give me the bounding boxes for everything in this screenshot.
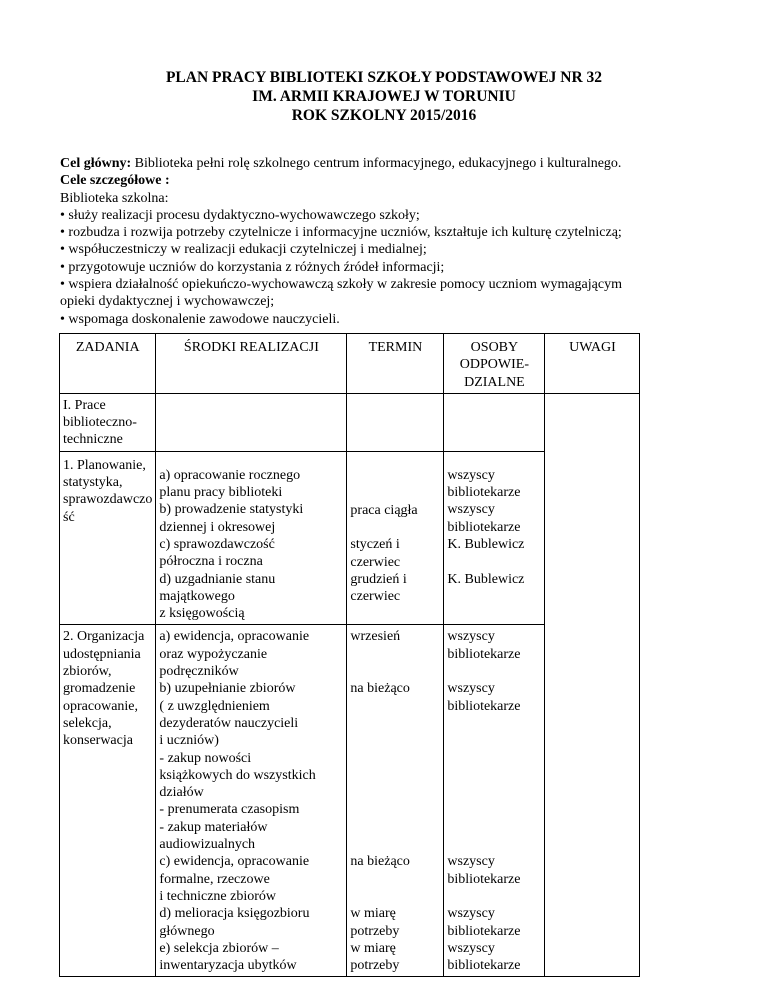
section-title: I. Prace biblioteczno- techniczne xyxy=(60,393,156,451)
main-goal-text: Biblioteka pełni rolę szkolnego centrum informacyjnego, edukacyjnego i kulturalnego. xyxy=(131,156,622,171)
means-cell: a) opracowanie rocznego planu pracy biblioteki b) prowadzenie statystyki dziennej i okresowej c) sprawozdawczość półroczna i roczna d) uzgadnianie stanu majątkowego z księgowością xyxy=(156,451,347,625)
work-plan-table xyxy=(59,333,640,977)
goal-bullet: • współuczestniczy w realizacji edukacji czytelniczej i medialnej; xyxy=(60,242,427,258)
goal-bullet: • wspomaga doskonalenie zawodowe nauczycieli. xyxy=(60,311,340,327)
term-cell: wrzesień na bieżąco na bieżąco w miarę potrzeby w miarę potrzeby xyxy=(347,625,444,977)
header-tasks: ZADANIA xyxy=(60,334,156,394)
specific-goals-label: Cele szczegółowe : xyxy=(60,173,170,189)
goal-bullet: • służy realizacji procesu dydaktyczno-wychowawczego szkoły; xyxy=(60,207,420,223)
main-goal xyxy=(60,155,700,172)
responsible-cell: wszyscy bibliotekarze wszyscy bibliotekarze K. Bublewicz K. Bublewicz xyxy=(444,451,545,625)
title-line: PLAN PRACY BIBLIOTEKI SZKOŁY PODSTAWOWEJ NR 32 xyxy=(165,69,603,86)
section-row xyxy=(60,393,640,451)
means-cell: a) ewidencja, opracowanie oraz wypożyczanie podręczników b) uzupełnianie zbiorów ( z uwzględnieniem dezyderatów nauczycieli i uczniów) - zakup nowości książkowych do wszystkich działów - prenumerata czasopism - zakup materiałów audiowizualnych c) ewidencja, opracowanie formalne, rzeczowe i techniczne zbiorów d) melioracja księgozbioru głównego e) selekcja zbiorów – inwentaryzacja ubytków xyxy=(156,625,347,977)
title-line: IM. ARMII KRAJOWEJ W TORUNIU xyxy=(252,88,516,105)
header-term: TERMIN xyxy=(347,334,444,394)
goal-bullet: • wspiera działalność opiekuńczo-wychowawczą szkoły w zakresie pomocy uczniom wymagającym xyxy=(60,277,622,293)
library-label: Biblioteka szkolna: xyxy=(60,190,169,206)
header-means: ŚRODKI REALIZACJI xyxy=(156,334,347,394)
notes-cell xyxy=(545,393,640,977)
header-responsible: OSOBY ODPOWIE- DZIALNE xyxy=(444,334,545,394)
goal-bullet: opieki dydaktycznej i wychowawczej; xyxy=(60,294,275,310)
document-title xyxy=(0,68,768,125)
goal-bullet: • rozbudza i rozwija potrzeby czytelnicze i informacyjne uczniów, kształtuje ich kulturę czytelniczą; xyxy=(60,225,622,241)
header-notes: UWAGI xyxy=(545,334,640,394)
title-line: ROK SZKOLNY 2015/2016 xyxy=(291,107,477,124)
responsible-cell: wszyscy bibliotekarze wszyscy bibliotekarze wszyscy bibliotekarze wszyscy bibliotekarze wszyscy bibliotekarze xyxy=(444,625,545,977)
goal-bullet: • przygotowuje uczniów do korzystania z różnych źródeł informacji; xyxy=(60,259,445,275)
table-header-row xyxy=(60,334,640,394)
task-cell: 2. Organizacja udostępniania zbiorów, gromadzenie opracowanie, selekcja, konserwacja xyxy=(60,625,156,977)
goals-section xyxy=(60,155,700,328)
task-cell: 1. Planowanie, statystyka, sprawozdawczo ść xyxy=(60,451,156,625)
main-goal-label: Cel główny: xyxy=(60,156,132,171)
term-cell: praca ciągła styczeń i czerwiec grudzień i czerwiec xyxy=(347,451,444,625)
